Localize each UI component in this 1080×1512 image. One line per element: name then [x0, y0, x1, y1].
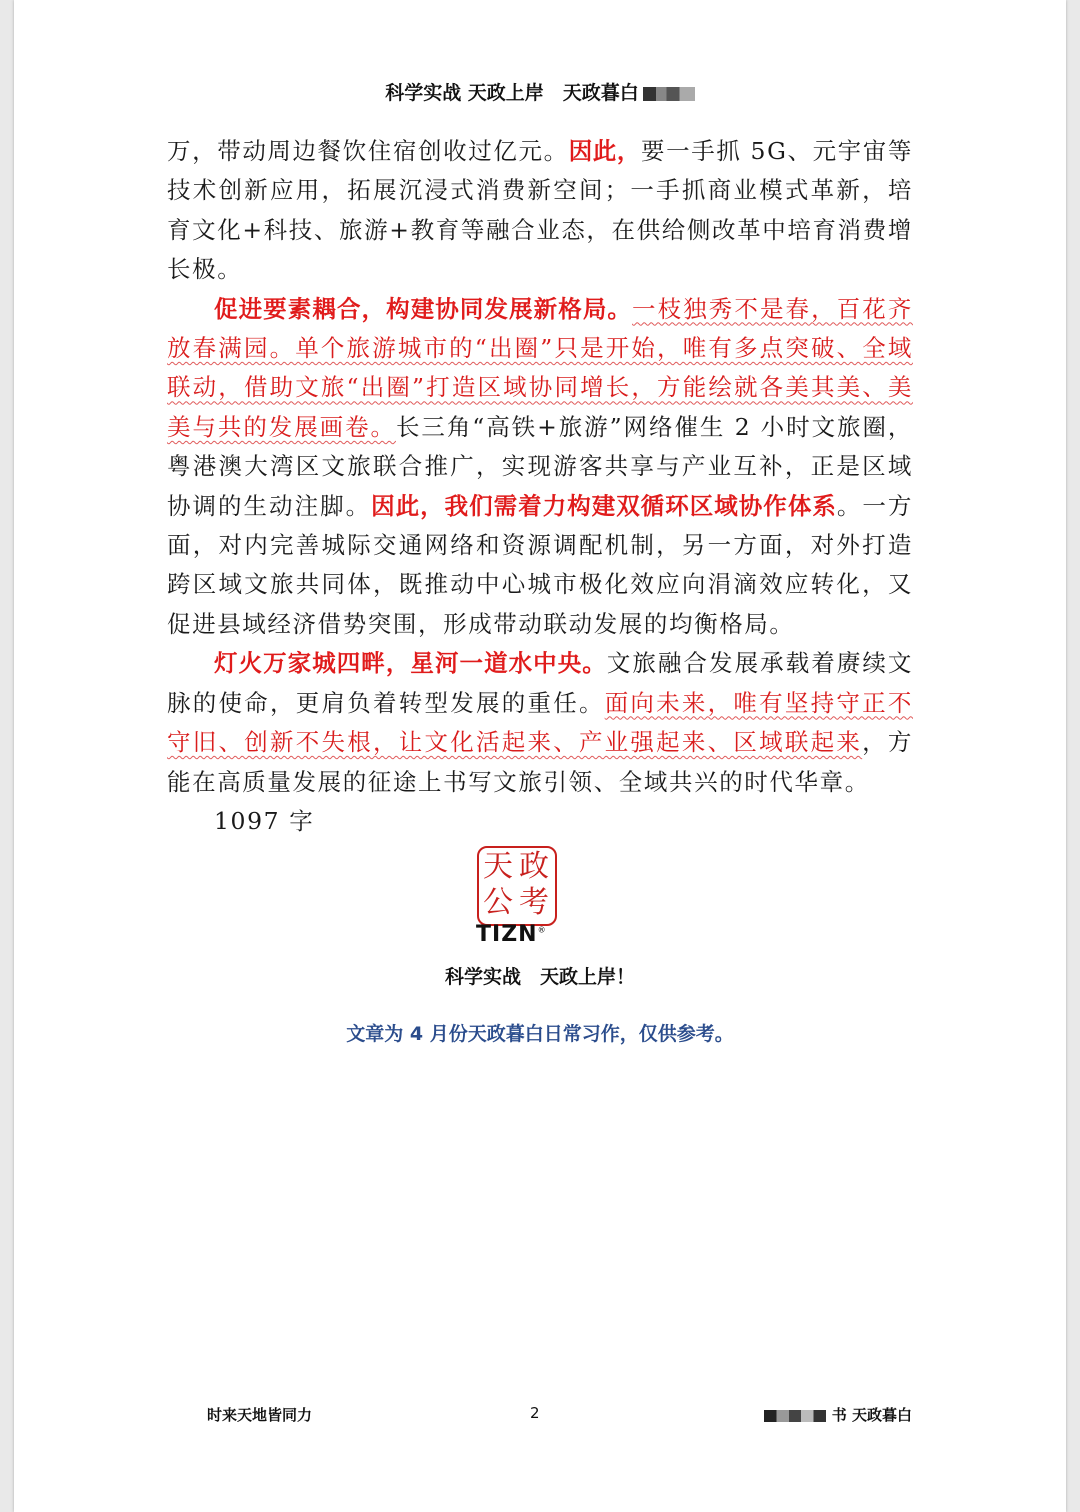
- article-note: 文章为 4 月份天政暮白日常习作，仅供参考。: [346, 1023, 734, 1045]
- page-header: [14, 78, 1066, 105]
- paragraph-2-text-e: 。一方面，对内完善城际交通网络和资源调配机制，另一方面，对外打造跨区域文旅共同体，既推动中心城市极化效应向涓滴效应转化，又促进县域经济借势突围，形成带动联动发展的均衡格局。: [167, 491, 913, 638]
- paragraph-2: [167, 290, 913, 645]
- paragraph-2-highlight: 因此，我们需着力构建双循环区域协作体系: [371, 491, 837, 520]
- paragraph-1: [167, 132, 913, 290]
- brand-text: TIZN: [476, 922, 538, 947]
- footer-right-text: 书 天政暮白: [831, 1406, 912, 1424]
- paragraph-3-text-d: ，方能在高质量发展的征途上书写文旅引领、全域共兴的时代华章。: [167, 728, 914, 796]
- footer-left-text: 时来天地皆同力: [207, 1406, 313, 1424]
- paragraph-2-heading: 促进要素耦合，构建协同发展新格局。: [214, 294, 633, 323]
- seal-char-2: 政: [519, 849, 549, 884]
- registered-mark: ®: [537, 925, 547, 935]
- paragraph-3-text-b: 文旅融合发展承载着赓续文脉的使命，更肩负着转型发展的重任。: [167, 649, 913, 717]
- seal-char-1: 天: [483, 849, 513, 884]
- footer-right: [764, 1404, 912, 1425]
- paragraph-1-text-a: 万，带动周边餐饮住宿创收过亿元。: [167, 137, 569, 165]
- seal-box: [477, 846, 557, 926]
- paragraph-2-underlined: 一枝独秀不是春，百花齐放春满园。单个旅游城市的“出圈”只是开始，唯有多点突破、全域联动，借助文旅“出圈”打造区域协同增长，方能绘就各美其美、美美与共的发展画卷。: [167, 294, 913, 441]
- seal-char-4: 考: [519, 885, 549, 920]
- page-number: 2: [530, 1404, 540, 1422]
- document-page: [14, 0, 1066, 1512]
- slogan: 科学实战 天政上岸！: [444, 966, 635, 988]
- paragraph-3-underlined: 面向未来，唯有坚持守正不守旧、创新不失根，让文化活起来、产业强起来、区域联起来: [167, 688, 913, 757]
- paragraph-3-heading: 灯火万家城四畔，星河一道水中央。: [214, 649, 607, 678]
- article-body: [167, 132, 913, 841]
- paragraph-3: [167, 644, 913, 802]
- header-title: 科学实战 天政上岸 天政暮白: [385, 82, 639, 104]
- seal-char-3: 公: [483, 885, 513, 920]
- redacted-mark: [643, 87, 695, 101]
- paragraph-1-highlight: 因此，: [568, 137, 642, 165]
- paragraph-2-text-c: 长三角“高铁+旅游”网络催生 2 小时文旅圈，粤港澳大湾区文旅联合推广，实现游客共享与产业互补，正是区域协调的生动注脚。: [167, 412, 913, 520]
- redacted-mark: [764, 1410, 826, 1422]
- word-count: 1097 字: [214, 806, 315, 835]
- page-footer: [14, 1404, 1066, 1428]
- brand-wordmark: [476, 922, 566, 947]
- tizn-seal-logo: [473, 846, 559, 924]
- paragraph-1-text-c: 要一手抓 5G、元宇宙等技术创新应用，拓展沉浸式消费新空间；一手抓商业模式革新，培育文化+科技、旅游+教育等融合业态，在供给侧改革中培育消费增长极。: [167, 137, 913, 284]
